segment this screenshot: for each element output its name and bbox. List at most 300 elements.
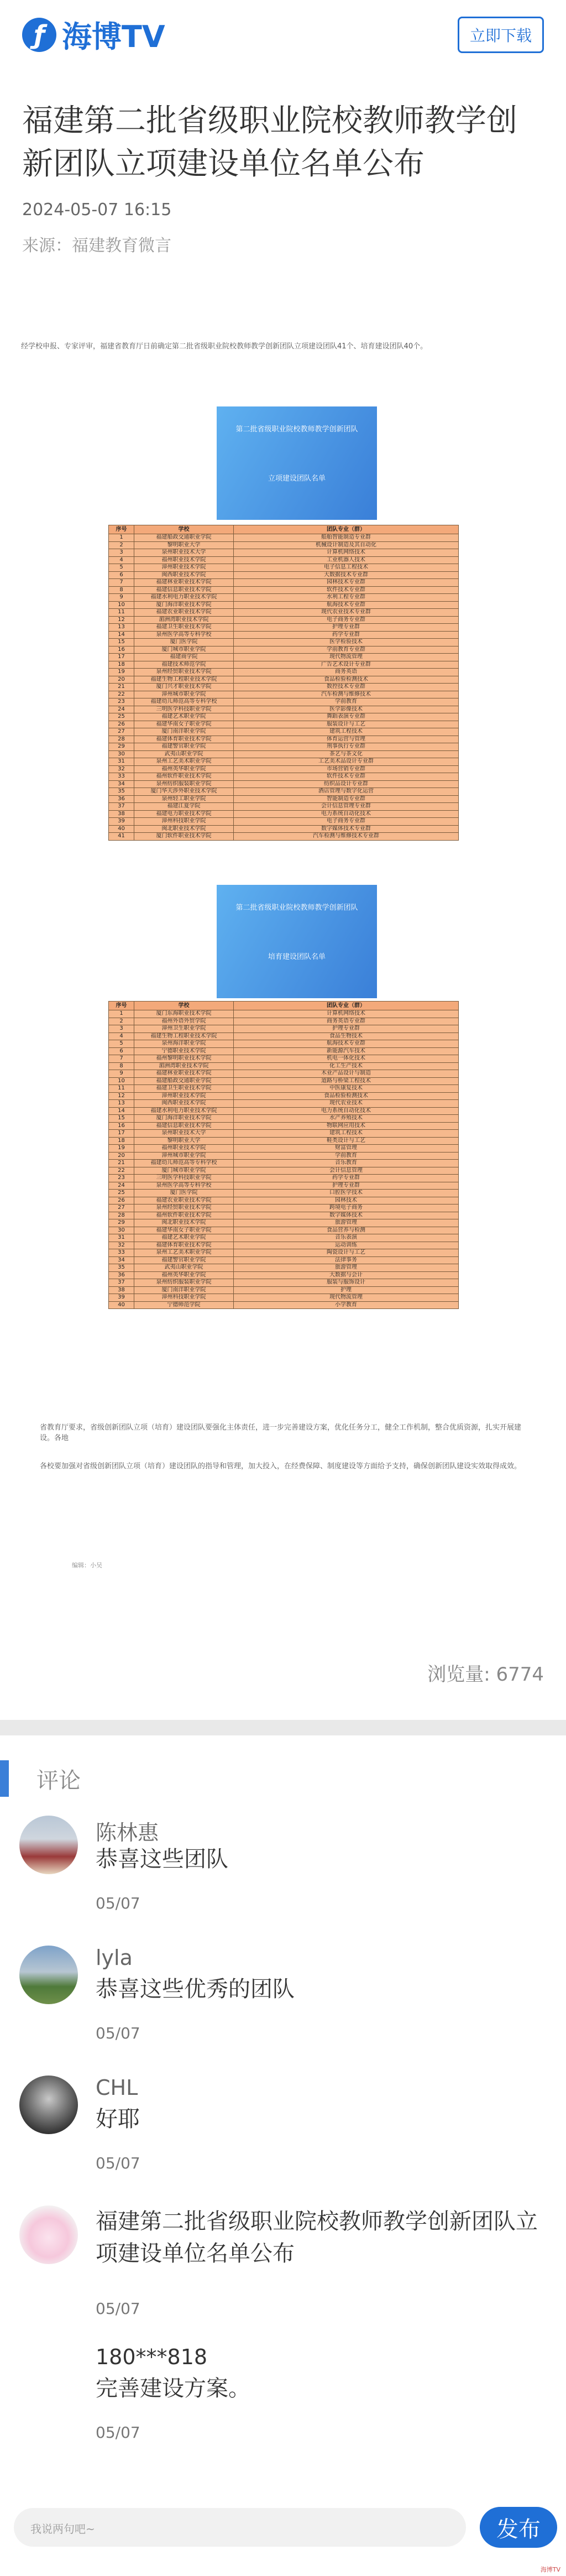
- cell-index: 1: [109, 534, 134, 542]
- cell-index: 27: [109, 728, 134, 736]
- cell-index: 11: [109, 609, 134, 617]
- comment-item: [19, 2205, 555, 2338]
- table-row: [109, 1018, 459, 1025]
- cell-index: 13: [109, 1100, 134, 1108]
- cell-team: 运动训练: [234, 1242, 459, 1249]
- cell-team: 护理专业群: [234, 1182, 459, 1190]
- cell-team: 现代物流管理: [234, 654, 459, 661]
- cell-school: 泉州轻工职业学院: [134, 795, 234, 803]
- cell-team: 音乐表演: [234, 1234, 459, 1242]
- logo-icon: ƒ: [22, 18, 56, 52]
- cell-school: 黎明职业大学: [134, 541, 234, 549]
- banner-2-line2: 培育建设团队名单: [268, 953, 326, 961]
- cell-team: 电子商务专业群: [234, 818, 459, 826]
- cell-school: 泉州职业技术大学: [134, 1130, 234, 1138]
- table-row: [109, 1122, 459, 1130]
- cell-team: 鞋类设计与工艺: [234, 1137, 459, 1145]
- table-row: [109, 669, 459, 676]
- cell-school: 福建卫生职业技术学院: [134, 624, 234, 632]
- table-row: [109, 1025, 459, 1033]
- cell-team: 酒店管理与数字化运营: [234, 788, 459, 796]
- cell-school: 湄洲湾职业技术学院: [134, 616, 234, 624]
- top-bar: [0, 0, 566, 69]
- table-row: [109, 1107, 459, 1115]
- cell-index: 18: [109, 1137, 134, 1145]
- cell-team: 电子商务专业群: [234, 616, 459, 624]
- cell-team: 药学专业群: [234, 1175, 459, 1182]
- table-row: [109, 1256, 459, 1264]
- cell-team: 机电一体化技术: [234, 1055, 459, 1063]
- cell-team: 医学检验技术: [234, 639, 459, 646]
- table-row: [109, 721, 459, 728]
- cell-school: 闽北职业技术学院: [134, 1219, 234, 1227]
- cell-team: 船舶智能制造专业群: [234, 534, 459, 542]
- cell-team: 陶瓷设计与工艺: [234, 1249, 459, 1257]
- table-row: [109, 1175, 459, 1182]
- cell-index: 9: [109, 1070, 134, 1078]
- cell-school: 湄洲湾职业技术学院: [134, 1062, 234, 1070]
- cell-index: 18: [109, 661, 134, 669]
- cell-index: 15: [109, 1115, 134, 1123]
- table-row: [109, 1055, 459, 1063]
- cell-school: 福州软件职业技术学院: [134, 773, 234, 781]
- table-row: [109, 1212, 459, 1219]
- cell-index: 35: [109, 788, 134, 796]
- cell-index: 29: [109, 1219, 134, 1227]
- cell-index: 39: [109, 818, 134, 826]
- cell-index: 14: [109, 631, 134, 639]
- comment-date: 05/07: [96, 2154, 140, 2172]
- cell-school: 泉州职业技术大学: [134, 549, 234, 557]
- cell-school: 福建电力职业技术学院: [134, 810, 234, 818]
- cell-school: 福建生物工程职业技术学院: [134, 1033, 234, 1040]
- cell-team: 药学专业群: [234, 631, 459, 639]
- cell-school: 泉州医学高等专科学校: [134, 631, 234, 639]
- col-header-index: 序号: [109, 1002, 134, 1010]
- cell-team: 电力系统自动化技术: [234, 1107, 459, 1115]
- table-row: [109, 676, 459, 684]
- comment-date: 05/07: [96, 1894, 140, 1912]
- cell-school: 福建农业职业技术学院: [134, 609, 234, 617]
- article-note-1: 省教育厅要求，省级创新团队立项（培育）建设团队要强化主体责任，进一步完善建设方案，优化任务分工，健全工作机制，整合优质资源，扎实开展建设。各地: [40, 1423, 522, 1442]
- cell-team: 法律事务: [234, 1256, 459, 1264]
- table-row: [109, 534, 459, 542]
- cell-index: 35: [109, 1264, 134, 1272]
- col-header-school: 学校: [134, 1002, 234, 1010]
- comment-text: 恭喜这些团队: [96, 1847, 228, 1872]
- table-row: [109, 1062, 459, 1070]
- cell-school: 漳州卫生职业学院: [134, 1025, 234, 1033]
- article-editor: 编辑：小吴: [72, 1562, 102, 1569]
- table-row: [109, 1204, 459, 1212]
- cell-index: 12: [109, 616, 134, 624]
- table-row: [109, 818, 459, 826]
- cell-team: 数字媒体技术: [234, 1212, 459, 1219]
- cell-school: 厦门南洋职业学院: [134, 1286, 234, 1294]
- cell-team: 软件技术专业群: [234, 773, 459, 781]
- table-row: [109, 541, 459, 549]
- cell-team: 航海技术专业群: [234, 1040, 459, 1048]
- table-row: [109, 713, 459, 721]
- cell-index: 12: [109, 1092, 134, 1100]
- cell-school: 福建水利电力职业技术学院: [134, 594, 234, 602]
- cell-team: 口腔医学技术: [234, 1190, 459, 1197]
- cell-index: 19: [109, 669, 134, 676]
- article-note-2: 各校要加强对省级创新团队立项（培育）建设团队的指导和管理，加大投入，在经费保障、制度建设等方面给予支持，确保创新团队建设实效取得成效。: [40, 1462, 522, 1470]
- cell-team: 化工生产技术: [234, 1062, 459, 1070]
- table-row: [109, 1160, 459, 1167]
- cell-team: 食品生物技术: [234, 1033, 459, 1040]
- cell-school: 武夷山职业学院: [134, 750, 234, 758]
- table-2: [108, 1001, 459, 1309]
- cell-team: 纺织品设计专业群: [234, 780, 459, 788]
- heading-accent-bar: [0, 1760, 9, 1797]
- table-row: [109, 803, 459, 811]
- col-header-team: 团队专业（群）: [234, 1002, 459, 1010]
- table-row: [109, 1264, 459, 1272]
- cell-index: 2: [109, 1018, 134, 1025]
- cell-index: 23: [109, 698, 134, 706]
- cell-team: 数字媒体技术专业群: [234, 825, 459, 833]
- table-row: [109, 571, 459, 579]
- cell-school: 福建警官职业学院: [134, 1256, 234, 1264]
- cell-team: 汽车检测与维修技术: [234, 691, 459, 698]
- cell-school: 闽西职业技术学院: [134, 571, 234, 579]
- comment-item: [19, 2076, 555, 2186]
- avatar[interactable]: [19, 1946, 78, 2004]
- table-row: [109, 810, 459, 818]
- cell-school: 福州职业技术学院: [134, 556, 234, 564]
- cell-index: 26: [109, 1197, 134, 1204]
- table-row: [109, 556, 459, 564]
- table-row: [109, 1182, 459, 1190]
- table-row: [109, 1137, 459, 1145]
- cell-team: 护理专业群: [234, 624, 459, 632]
- app-logo[interactable]: [22, 13, 165, 56]
- cell-team: 大数据技术专业群: [234, 571, 459, 579]
- cell-school: 福建体育职业技术学院: [134, 736, 234, 743]
- cell-team: 现代物流管理: [234, 1294, 459, 1302]
- cell-team: 建筑工程技术: [234, 1130, 459, 1138]
- cell-school: 福建艺术职业学院: [134, 713, 234, 721]
- cell-team: 学前教育专业群: [234, 646, 459, 654]
- comment-item: [19, 2345, 555, 2472]
- cell-school: 福州外语外贸学院: [134, 1018, 234, 1025]
- cell-school: 泉州经贸职业技术学院: [134, 669, 234, 676]
- cell-school: 武夷山职业学院: [134, 1264, 234, 1272]
- article-intro: 经学校申报、专家评审，福建省教育厅日前确定第二批省级职业院校教师教学创新团队立项建设团队41个、培育建设团队40个。: [21, 342, 428, 351]
- table-row: [109, 684, 459, 691]
- comment-item: [19, 1816, 555, 1926]
- cell-school: 福州英华职业学院: [134, 765, 234, 773]
- cell-team: 茶艺与茶文化: [234, 750, 459, 758]
- cell-school: 宁德师范学院: [134, 1301, 234, 1309]
- table-row: [109, 1271, 459, 1279]
- cell-index: 21: [109, 1160, 134, 1167]
- table-row: [109, 1190, 459, 1197]
- cell-school: 黎明职业大学: [134, 1137, 234, 1145]
- table-row: [109, 795, 459, 803]
- cell-school: 福建林业职业技术学院: [134, 579, 234, 587]
- cell-index: 20: [109, 676, 134, 684]
- cell-school: 福建幼儿师范高等专科学校: [134, 1160, 234, 1167]
- cell-index: 38: [109, 810, 134, 818]
- table-row: [109, 661, 459, 669]
- table-row: [109, 609, 459, 617]
- cell-index: 40: [109, 825, 134, 833]
- cell-school: 漳州职业技术学院: [134, 1092, 234, 1100]
- cell-school: 厦门东海职业技术学院: [134, 1010, 234, 1018]
- cell-index: 15: [109, 639, 134, 646]
- cell-index: 20: [109, 1152, 134, 1160]
- table-row: [109, 780, 459, 788]
- table-row: [109, 1234, 459, 1242]
- table-row: [109, 691, 459, 698]
- avatar[interactable]: [19, 2076, 78, 2134]
- cell-index: 38: [109, 1286, 134, 1294]
- cell-team: 汽车检测与维修技术专业群: [234, 833, 459, 841]
- cell-school: 漳州科技职业学院: [134, 1294, 234, 1302]
- cell-index: 34: [109, 780, 134, 788]
- cell-team: 食品检验检测技术: [234, 1092, 459, 1100]
- table-row: [109, 728, 459, 736]
- cell-school: 泉州工艺美术职业学院: [134, 1249, 234, 1257]
- cell-school: 福建水利电力职业技术学院: [134, 1107, 234, 1115]
- cell-team: 机械设计制造及其自动化: [234, 541, 459, 549]
- cell-school: 厦门海洋职业技术学院: [134, 1115, 234, 1123]
- table-row: [109, 1197, 459, 1204]
- post-button[interactable]: 发布: [480, 2507, 557, 2548]
- cell-team: 医学影像技术: [234, 706, 459, 713]
- table-row: [109, 758, 459, 766]
- table-row: [109, 601, 459, 609]
- comment-author[interactable]: 180***818: [96, 2345, 208, 2369]
- col-header-school: 学校: [134, 525, 234, 534]
- cell-index: 37: [109, 803, 134, 811]
- cell-school: 厦门医学院: [134, 1190, 234, 1197]
- cell-index: 5: [109, 1040, 134, 1048]
- cell-school: 福建信息职业技术学院: [134, 1122, 234, 1130]
- cell-index: 29: [109, 743, 134, 751]
- cell-school: 福建农业职业技术学院: [134, 1197, 234, 1204]
- col-header-team: 团队专业（群）: [234, 525, 459, 534]
- table-row: [109, 1249, 459, 1257]
- avatar[interactable]: [19, 1816, 78, 1874]
- banner-image-2: [217, 885, 377, 998]
- cell-team: 园林技术专业群: [234, 579, 459, 587]
- cell-team: 刑事执行专业群: [234, 743, 459, 751]
- table-row: [109, 1242, 459, 1249]
- section-divider: [0, 1720, 566, 1735]
- cell-index: 30: [109, 750, 134, 758]
- avatar[interactable]: [19, 2205, 78, 2264]
- table-row: [109, 706, 459, 713]
- cell-index: 10: [109, 1077, 134, 1085]
- comment-input[interactable]: 我说两句吧~: [14, 2508, 466, 2547]
- cell-team: 舞蹈表演专业群: [234, 713, 459, 721]
- cell-school: 福州软件职业技术学院: [134, 1212, 234, 1219]
- cell-index: 8: [109, 1062, 134, 1070]
- cell-index: 8: [109, 586, 134, 594]
- table-row: [109, 646, 459, 654]
- cell-school: 泉州海洋职业学院: [134, 1040, 234, 1048]
- cell-team: 新能源汽车技术: [234, 1047, 459, 1055]
- cell-index: 22: [109, 691, 134, 698]
- cell-school: 厦门华天涉外职业技术学院: [134, 788, 234, 796]
- cell-team: 护理: [234, 1286, 459, 1294]
- table-row: [109, 1047, 459, 1055]
- table-row: [109, 1294, 459, 1302]
- cell-school: 泉州纺织服装职业学院: [134, 1279, 234, 1287]
- cell-index: 25: [109, 1190, 134, 1197]
- cell-team: 小学教育: [234, 1301, 459, 1309]
- cell-index: 17: [109, 654, 134, 661]
- cell-team: 食品营养与检测: [234, 1227, 459, 1234]
- table-row: [109, 1033, 459, 1040]
- table-row: [109, 1167, 459, 1175]
- cell-index: 26: [109, 721, 134, 728]
- cell-school: 厦门城市职业学院: [134, 646, 234, 654]
- table-row: [109, 616, 459, 624]
- cell-school: 泉州纺织服装职业学院: [134, 780, 234, 788]
- table-header-row: [109, 1002, 459, 1010]
- cell-index: 4: [109, 556, 134, 564]
- cell-team: 建筑工程技术: [234, 728, 459, 736]
- logo-text: 海博TV: [62, 19, 165, 54]
- cell-school: 福建商学院: [134, 654, 234, 661]
- table-row: [109, 773, 459, 781]
- table-row: [109, 1145, 459, 1153]
- cell-index: 11: [109, 1085, 134, 1093]
- cell-team: 会计信息管理: [234, 1167, 459, 1175]
- cell-school: 闽北职业技术学院: [134, 825, 234, 833]
- table-row: [109, 639, 459, 646]
- cell-school: 漳州科技职业学院: [134, 818, 234, 826]
- table-row: [109, 1115, 459, 1123]
- cell-school: 福建华南女子职业学院: [134, 721, 234, 728]
- table-row: [109, 1077, 459, 1085]
- comment-text: 福建第二批省级职业院校教师教学创新团队立项建设单位名单公布: [96, 2209, 538, 2266]
- cell-school: 泉州医学高等专科学校: [134, 1182, 234, 1190]
- cell-team: 会计信息管理专业群: [234, 803, 459, 811]
- cell-school: 福建信息职业技术学院: [134, 586, 234, 594]
- table-row: [109, 1085, 459, 1093]
- cell-index: 6: [109, 571, 134, 579]
- cell-school: 三明医学科技职业学院: [134, 706, 234, 713]
- cell-index: 3: [109, 549, 134, 557]
- cell-school: 泉州工艺美术职业学院: [134, 758, 234, 766]
- cell-school: 福州职业技术学院: [134, 1145, 234, 1153]
- comment-text: 好耶: [96, 2106, 140, 2132]
- table-row: [109, 1152, 459, 1160]
- cell-index: 17: [109, 1130, 134, 1138]
- cell-team: 市场营销专业群: [234, 765, 459, 773]
- cell-team: 计算机网络技术: [234, 1010, 459, 1018]
- table-row: [109, 1130, 459, 1138]
- download-button[interactable]: 立即下载: [458, 17, 544, 53]
- comment-author[interactable]: lyla: [96, 1946, 133, 1970]
- cell-team: 商务英语: [234, 669, 459, 676]
- comment-input-bar: [0, 2497, 566, 2558]
- table-row: [109, 624, 459, 632]
- cell-index: 13: [109, 624, 134, 632]
- cell-team: 工艺美术品设计专业群: [234, 758, 459, 766]
- table-row: [109, 1070, 459, 1078]
- cell-index: 7: [109, 1055, 134, 1063]
- cell-team: 学前教育: [234, 1152, 459, 1160]
- comment-text: 恭喜这些优秀的团队: [96, 1977, 295, 2002]
- cell-team: 软件技术专业群: [234, 586, 459, 594]
- table-row: [109, 1219, 459, 1227]
- cell-school: 福建江夏学院: [134, 803, 234, 811]
- cell-school: 闽西职业技术学院: [134, 1100, 234, 1108]
- table-row: [109, 1279, 459, 1287]
- table-row: [109, 654, 459, 661]
- table-row: [109, 1010, 459, 1018]
- cell-team: 电力系统自动化技术: [234, 810, 459, 818]
- cell-index: 33: [109, 773, 134, 781]
- cell-team: 物联网应用技术: [234, 1122, 459, 1130]
- comment-text: 完善建设方案。: [96, 2376, 250, 2401]
- banner-1-line2: 立项建设团队名单: [268, 474, 326, 483]
- cell-team: 智能制造专业群: [234, 795, 459, 803]
- banner-2-line1: 第二批省级职业院校教师教学创新团队: [235, 904, 358, 912]
- cell-team: 航海技术专业群: [234, 601, 459, 609]
- cell-team: 电子信息工程技术: [234, 564, 459, 572]
- cell-team: 服装与服饰设计: [234, 1279, 459, 1287]
- cell-index: 31: [109, 758, 134, 766]
- cell-team: 园林技术: [234, 1197, 459, 1204]
- banner-1-line1: 第二批省级职业院校教师教学创新团队: [235, 425, 358, 434]
- table-row: [109, 586, 459, 594]
- cell-school: 厦门兴才职业技术学院: [134, 684, 234, 691]
- table-row: [109, 1286, 459, 1294]
- cell-index: 2: [109, 541, 134, 549]
- cell-school: 福建警官职业学院: [134, 743, 234, 751]
- cell-school: 泉州经贸职业技术学院: [134, 1204, 234, 1212]
- comment-author[interactable]: CHL: [96, 2076, 138, 2100]
- table-row: [109, 765, 459, 773]
- cell-index: 24: [109, 706, 134, 713]
- cell-school: 厦门软件职业技术学院: [134, 833, 234, 841]
- cell-team: 道路与桥梁工程技术: [234, 1077, 459, 1085]
- cell-team: 护理专业群: [234, 1025, 459, 1033]
- cell-school: 厦门城市职业学院: [134, 1167, 234, 1175]
- cell-team: 财富管理: [234, 1145, 459, 1153]
- comment-date: 05/07: [96, 2299, 140, 2318]
- cell-index: 24: [109, 1182, 134, 1190]
- cell-school: 漳州城市职业学院: [134, 691, 234, 698]
- table-1: [108, 525, 459, 841]
- cell-school: 福建技术师范学院: [134, 661, 234, 669]
- cell-index: 22: [109, 1167, 134, 1175]
- comment-author[interactable]: 陈林惠: [96, 1821, 159, 1845]
- cell-school: 福建幼儿师范高等专科学校: [134, 698, 234, 706]
- cell-index: 1: [109, 1010, 134, 1018]
- cell-index: 16: [109, 646, 134, 654]
- cell-school: 宁德职业技术学院: [134, 1047, 234, 1055]
- cell-team: 现代农业技术专业群: [234, 609, 459, 617]
- cell-index: 37: [109, 1279, 134, 1287]
- watermark: 海博TV: [540, 2566, 560, 2573]
- table-row: [109, 579, 459, 587]
- cell-index: 19: [109, 1145, 134, 1153]
- comments-heading-label: 评论: [36, 1767, 81, 1793]
- cell-index: 14: [109, 1107, 134, 1115]
- cell-team: 水利工程专业群: [234, 594, 459, 602]
- cell-school: 福州黎明职业技术学院: [134, 1055, 234, 1063]
- publish-time: 2024-05-07 16:15: [22, 200, 172, 220]
